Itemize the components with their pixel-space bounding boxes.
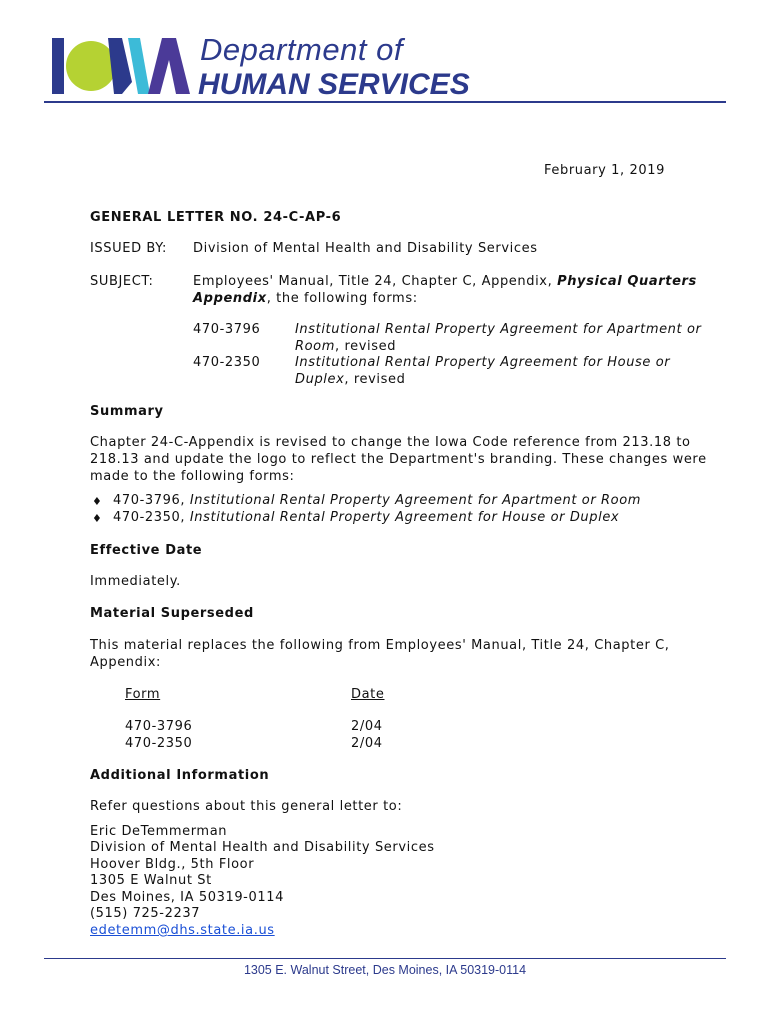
logo-letter-a bbox=[148, 38, 190, 94]
contact-street: 1305 E Walnut St bbox=[90, 873, 212, 888]
column-header-form: Form bbox=[125, 687, 161, 702]
dept-title-line2: HUMAN SERVICES bbox=[198, 68, 470, 101]
summary-line: Chapter 24-C-Appendix is revised to change the Iowa Code reference from 213.18 to bbox=[90, 435, 691, 450]
effective-date-text: Immediately. bbox=[90, 574, 181, 589]
logo-letter-o bbox=[66, 41, 116, 91]
subject-line-1 bbox=[193, 273, 697, 290]
logo-letter-w-left bbox=[108, 38, 132, 94]
summary-line: 218.13 and update the logo to reflect the Department's branding. These changes were bbox=[90, 452, 707, 467]
contact-city: Des Moines, IA 50319-0114 bbox=[90, 890, 284, 905]
subject-text-2: , the following forms: bbox=[266, 291, 418, 306]
additional-info-intro: Refer questions about this general letter to: bbox=[90, 799, 403, 814]
subject-emphasis: Physical Quarters bbox=[557, 274, 697, 289]
letter-date: February 1, 2019 bbox=[544, 163, 665, 178]
bullet-form-title: Institutional Rental Property Agreement for House or Duplex bbox=[189, 510, 620, 525]
subject-emphasis-2: Appendix bbox=[193, 291, 267, 306]
contact-phone: (515) 725-2237 bbox=[90, 906, 201, 921]
diamond-bullet-icon: ♦ bbox=[92, 512, 103, 525]
table-cell-form: 470-2350 bbox=[125, 736, 193, 751]
effective-date-heading: Effective Date bbox=[90, 543, 203, 558]
bullet-form-number: 470-2350, bbox=[113, 510, 190, 525]
issued-by-label: ISSUED BY: bbox=[90, 241, 168, 256]
form-status: , revised bbox=[344, 372, 406, 387]
form-title: Institutional Rental Property Agreement for Apartment or bbox=[295, 322, 702, 337]
bullet-form-title: Institutional Rental Property Agreement for Apartment or Room bbox=[189, 493, 642, 508]
contact-email-link[interactable]: edetemm@dhs.state.ia.us bbox=[90, 923, 275, 938]
form-title-cont bbox=[295, 338, 396, 355]
diamond-bullet-icon: ♦ bbox=[92, 495, 103, 508]
issued-by-value: Division of Mental Health and Disability Services bbox=[193, 241, 538, 256]
letter-title: GENERAL LETTER NO. 24-C-AP-6 bbox=[90, 210, 342, 225]
bullet-form-number: 470-3796, bbox=[113, 493, 190, 508]
iowa-logo-mark bbox=[52, 34, 192, 98]
header-divider bbox=[44, 101, 726, 103]
logo-letter-w-right bbox=[128, 38, 150, 94]
superseded-heading: Material Superseded bbox=[90, 606, 254, 621]
summary-heading: Summary bbox=[90, 404, 164, 419]
additional-info-heading: Additional Information bbox=[90, 768, 270, 783]
form-title: Institutional Rental Property Agreement for House or bbox=[295, 355, 671, 370]
summary-bullet bbox=[113, 509, 619, 526]
summary-line: made to the following forms: bbox=[90, 469, 295, 484]
subject-line-2 bbox=[193, 290, 418, 307]
form-number: 470-3796 bbox=[193, 322, 261, 337]
subject-text: Employees' Manual, Title 24, Chapter C, Appendix, bbox=[193, 274, 558, 289]
form-number: 470-2350 bbox=[193, 355, 261, 370]
dept-title-line1: Department of bbox=[200, 32, 403, 67]
logo-letter-i bbox=[52, 38, 64, 94]
form-title-cont bbox=[295, 371, 405, 388]
table-cell-date: 2/04 bbox=[351, 719, 383, 734]
form-status: , revised bbox=[335, 339, 397, 354]
superseded-text: Appendix: bbox=[90, 655, 161, 670]
summary-bullet bbox=[113, 492, 641, 509]
footer-divider bbox=[44, 958, 726, 959]
form-title-end: Duplex bbox=[295, 372, 345, 387]
contact-division: Division of Mental Health and Disability Services bbox=[90, 840, 435, 855]
superseded-text: This material replaces the following from Employees' Manual, Title 24, Chapter C, bbox=[90, 638, 670, 653]
subject-label: SUBJECT: bbox=[90, 274, 154, 289]
column-header-date: Date bbox=[351, 687, 385, 702]
table-cell-date: 2/04 bbox=[351, 736, 383, 751]
footer-address: 1305 E. Walnut Street, Des Moines, IA 50319-0114 bbox=[243, 963, 527, 977]
contact-building: Hoover Bldg., 5th Floor bbox=[90, 857, 255, 872]
form-title-end: Room bbox=[295, 339, 336, 354]
contact-name: Eric DeTemmerman bbox=[90, 824, 228, 839]
table-cell-form: 470-3796 bbox=[125, 719, 193, 734]
